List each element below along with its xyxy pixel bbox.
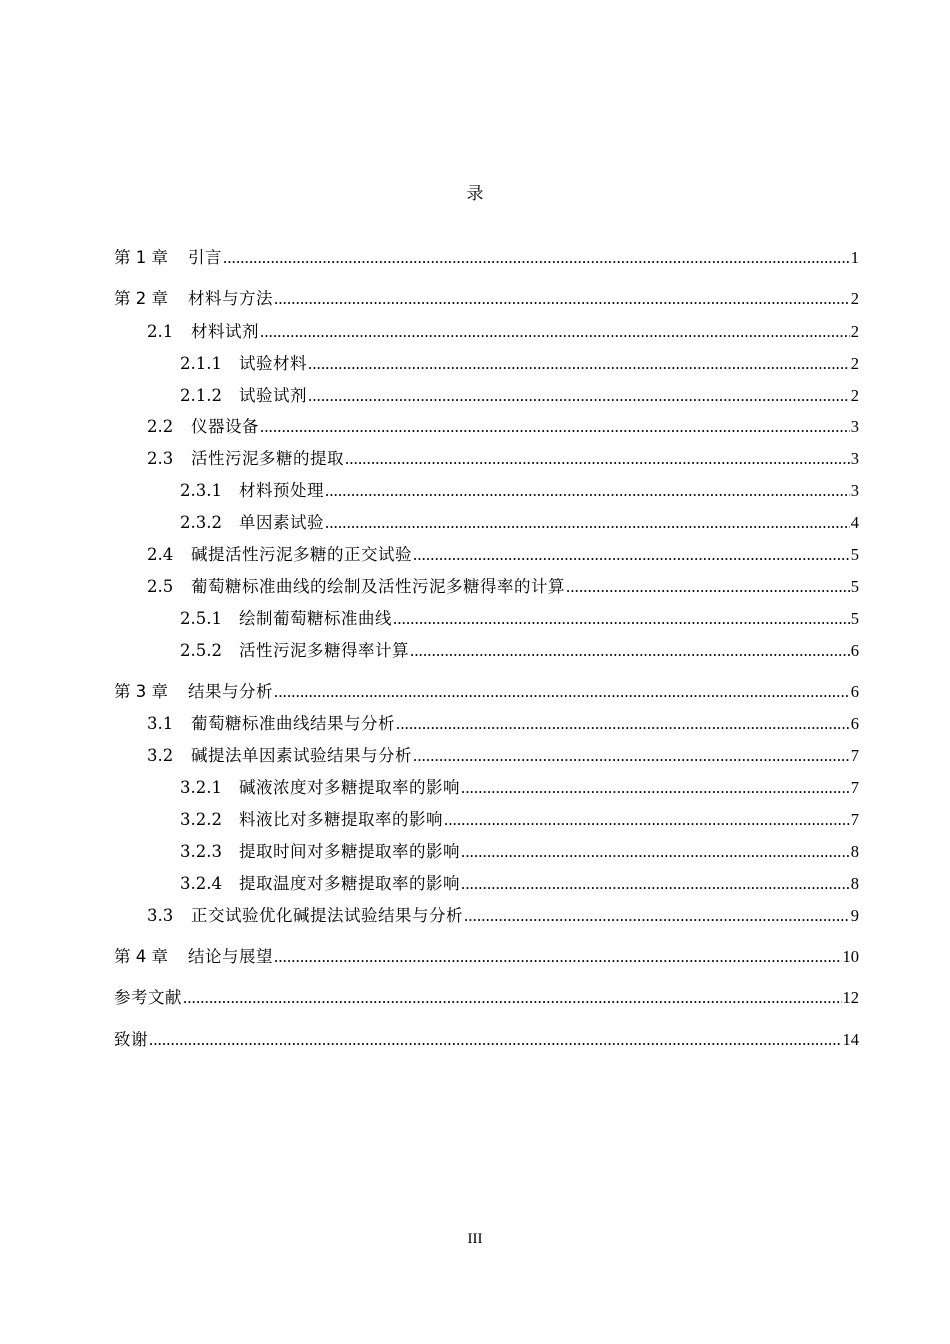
toc-entry-page: 12 xyxy=(842,988,859,1007)
toc-entry-title: 致谢 xyxy=(114,1030,148,1049)
toc-leader-dots xyxy=(413,744,850,768)
toc-entry[interactable] xyxy=(180,808,859,832)
toc-entry[interactable] xyxy=(180,840,859,864)
toc-entry-page: 9 xyxy=(850,906,859,925)
toc-leader-dots xyxy=(183,986,842,1010)
toc-entry-title: 材料预处理 xyxy=(239,481,324,500)
toc-entry-number: 2.3.2 xyxy=(180,513,222,532)
toc-leader-dots xyxy=(308,384,850,408)
toc-title: 录 xyxy=(466,184,484,204)
toc-entry-page: 14 xyxy=(842,1030,859,1049)
toc-entry-page: 6 xyxy=(850,682,859,701)
toc-entry-page: 6 xyxy=(850,641,859,660)
toc-entry[interactable] xyxy=(180,384,859,408)
toc-entry[interactable] xyxy=(147,543,859,567)
toc-entry-title: 葡萄糖标准曲线结果与分析 xyxy=(191,714,395,733)
toc-entry-page: 2 xyxy=(850,386,859,405)
toc-entry[interactable] xyxy=(180,639,859,663)
toc-entry-page: 2 xyxy=(850,354,859,373)
toc-leader-dots xyxy=(410,639,850,663)
toc-entry-page: 8 xyxy=(850,874,859,893)
toc-entry[interactable] xyxy=(114,680,859,704)
toc-entry-page: 7 xyxy=(850,778,859,797)
page-number: III xyxy=(467,1231,483,1247)
toc-entry-number: 2.5.1 xyxy=(180,609,222,628)
toc-entry[interactable] xyxy=(147,447,859,471)
toc-leader-dots xyxy=(566,575,850,599)
toc-entry-number: 3.2 xyxy=(147,746,174,765)
toc-entry-page: 1 xyxy=(850,248,859,267)
toc-leader-dots xyxy=(461,776,850,800)
toc-entry-page: 5 xyxy=(850,577,859,596)
toc-entry-title: 碱提法单因素试验结果与分析 xyxy=(191,746,412,765)
toc-entry-number: 3.3 xyxy=(147,906,174,925)
toc-entry-title: 料液比对多糖提取率的影响 xyxy=(239,810,443,829)
toc-entry-title: 正交试验优化碱提法试验结果与分析 xyxy=(191,906,463,925)
toc-entry[interactable] xyxy=(114,945,859,969)
toc-entry-title: 结论与展望 xyxy=(188,947,273,966)
toc-entry[interactable] xyxy=(180,872,859,896)
toc-entry-title: 试验材料 xyxy=(239,354,307,373)
toc-entry[interactable] xyxy=(180,352,859,376)
toc-leader-dots xyxy=(274,945,842,969)
toc-leader-dots xyxy=(260,415,850,439)
toc-entry-number: 3.2.2 xyxy=(180,810,222,829)
toc-entry-title: 碱提活性污泥多糖的正交试验 xyxy=(191,545,412,564)
toc-entry-title: 活性污泥多糖得率计算 xyxy=(239,641,409,660)
toc-leader-dots xyxy=(345,447,850,471)
toc-leader-dots xyxy=(461,872,850,896)
toc-entry-number: 2.5 xyxy=(147,577,174,596)
toc-entry-title: 绘制葡萄糖标准曲线 xyxy=(239,609,392,628)
toc-entry-title: 参考文献 xyxy=(114,988,182,1007)
toc-entry-title: 活性污泥多糖的提取 xyxy=(191,449,344,468)
toc-entry[interactable] xyxy=(180,776,859,800)
toc-entry-page: 2 xyxy=(850,289,859,308)
toc-entry-number: 3.2.1 xyxy=(180,778,222,797)
toc-leader-dots xyxy=(396,712,850,736)
toc-entry-title: 引言 xyxy=(188,248,222,267)
toc-entry-page: 10 xyxy=(842,947,859,966)
toc-leader-dots xyxy=(274,680,850,704)
toc-entry[interactable] xyxy=(180,511,859,535)
toc-entry[interactable] xyxy=(147,744,859,768)
toc-entry-title: 提取温度对多糖提取率的影响 xyxy=(239,874,460,893)
toc-entry-page: 5 xyxy=(850,545,859,564)
toc-entry[interactable] xyxy=(147,712,859,736)
toc-leader-dots xyxy=(413,543,850,567)
toc-leader-dots xyxy=(325,511,850,535)
toc-entry-page: 5 xyxy=(850,609,859,628)
toc-entry-number: 第 1 章 xyxy=(114,248,168,267)
toc-leader-dots xyxy=(461,840,850,864)
toc-entry-title: 碱液浓度对多糖提取率的影响 xyxy=(239,778,460,797)
toc-entry[interactable] xyxy=(147,575,859,599)
toc-entry-page: 7 xyxy=(850,810,859,829)
toc-entry-number: 第 3 章 xyxy=(114,682,168,701)
toc-entry-page: 3 xyxy=(850,449,859,468)
toc-entry-number: 2.2 xyxy=(147,417,174,436)
toc-leader-dots xyxy=(260,320,850,344)
toc-leader-dots xyxy=(464,904,850,928)
toc-entry-title: 试验试剂 xyxy=(239,386,307,405)
toc-entry-number: 3.2.3 xyxy=(180,842,222,861)
toc-entry-number: 2.5.2 xyxy=(180,641,222,660)
toc-entry-number: 3.1 xyxy=(147,714,174,733)
toc-leader-dots xyxy=(274,287,850,311)
toc-entry-title: 材料试剂 xyxy=(191,322,259,341)
toc-entry[interactable] xyxy=(114,287,859,311)
toc-entry-number: 第 4 章 xyxy=(114,947,168,966)
toc-entry[interactable] xyxy=(147,904,859,928)
toc-leader-dots xyxy=(325,479,850,503)
toc-entry[interactable] xyxy=(114,1028,859,1052)
toc-entry-number: 第 2 章 xyxy=(114,289,168,308)
toc-entry[interactable] xyxy=(147,320,859,344)
toc-entry-number: 2.1.1 xyxy=(180,354,222,373)
toc-entry-number: 2.3.1 xyxy=(180,481,222,500)
toc-leader-dots xyxy=(444,808,850,832)
toc-leader-dots xyxy=(393,607,850,631)
toc-entry-page: 8 xyxy=(850,842,859,861)
toc-entry[interactable] xyxy=(114,986,859,1010)
toc-entry-page: 6 xyxy=(850,714,859,733)
toc-entry-page: 3 xyxy=(850,481,859,500)
toc-entry-number: 3.2.4 xyxy=(180,874,222,893)
toc-entry-title: 葡萄糖标准曲线的绘制及活性污泥多糖得率的计算 xyxy=(191,577,565,596)
toc-entry[interactable] xyxy=(114,246,859,270)
toc-entry-title: 单因素试验 xyxy=(239,513,324,532)
toc-entry-page: 7 xyxy=(850,746,859,765)
toc-entry-number: 2.3 xyxy=(147,449,174,468)
toc-leader-dots xyxy=(149,1028,842,1052)
toc-entry[interactable] xyxy=(180,479,859,503)
toc-leader-dots xyxy=(223,246,850,270)
toc-entry-title: 材料与方法 xyxy=(188,289,273,308)
toc-entry-title: 仪器设备 xyxy=(191,417,259,436)
toc-entry-number: 2.4 xyxy=(147,545,174,564)
toc-entry-number: 2.1.2 xyxy=(180,386,222,405)
toc-entry-title: 提取时间对多糖提取率的影响 xyxy=(239,842,460,861)
toc-entry-page: 3 xyxy=(850,417,859,436)
toc-entry-title: 结果与分析 xyxy=(188,682,273,701)
toc-leader-dots xyxy=(308,352,850,376)
toc-entry-page: 2 xyxy=(850,322,859,341)
toc-entry[interactable] xyxy=(147,415,859,439)
toc-entry[interactable] xyxy=(180,607,859,631)
toc-entry-page: 4 xyxy=(850,513,859,532)
toc-entry-number: 2.1 xyxy=(147,322,174,341)
